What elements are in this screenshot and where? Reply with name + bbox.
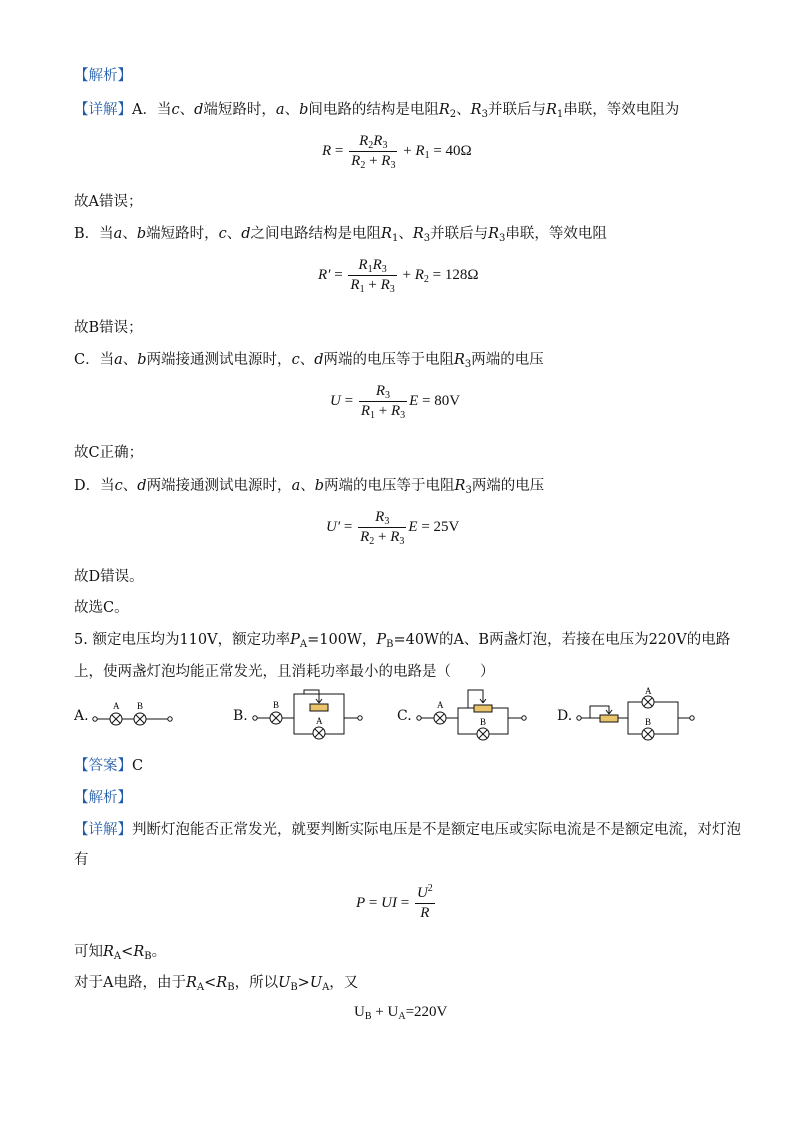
q5-detail-line-2: 有 [74,852,89,868]
lamp-b-label: B [480,717,487,727]
option-d-analysis: D．当c、d两端接通测试电源时，a、b两端的电压等于电阻$R_3$两端的电压 [74,478,545,496]
option-d-label: D. [557,708,573,724]
option-b-label: B. [233,708,248,724]
option-c-analysis: C．当a、b两端接通测试电源时，c、d两端的电压等于电阻$R_3$两端的电压 [74,352,544,370]
lamp-b-label: B [645,717,652,727]
circuit-b-diagram [252,686,367,742]
option-a-label: A. [74,708,89,724]
answer-line: 【答案】C [74,758,144,774]
lamp-a-label: A [645,686,652,696]
circuit-a-analysis: 对于A电路，由于$R_A<R_B$，所以$U_B>U_A$，又 [74,975,359,993]
circuit-a-diagram [92,700,182,740]
lamp-a-label: A [113,701,120,711]
option-b-conclusion: 故B错误； [74,320,143,336]
final-choice: 故选C。 [74,600,129,616]
option-a-analysis: 【详解】A．当c、d端短路时，a、b间电路的结构是电阻$R_2$、$R_3$并联后与$R_1$串联，等效电阻为 [74,102,680,120]
equation-3: U = $\frac{R_3}{R_1 + R_3}$ E = 80V [330,383,461,421]
lamp-a-label: A [316,716,323,726]
analysis-heading: 【解析】 [74,68,132,84]
equation-6: $U_B + U_A=220V$ [354,1004,448,1022]
circuit-d-diagram [576,686,701,742]
equation-4: U′ = $\frac{R_3}{R_2 + R_3}$ E = 25V [326,509,460,547]
option-a-conclusion: 故A错误； [74,194,143,210]
conclusion-ra-rb: 可知$R_A<R_B$。 [74,944,167,962]
question-5-line-1: 5. 额定电压均为110V，额定功率$P_A=100W$，$P_B=40W$的A、B两盏灯泡，若接在电压为220V的电路 [74,632,731,650]
equation-2: R′ = $\frac{R_1R_3}{R_1 + R_3}$ + $R_2 = 128\Omega$ [318,257,479,295]
lamp-b-label: B [137,701,144,711]
lamp-a-label: A [437,700,444,710]
option-d-conclusion: 故D错误。 [74,569,144,585]
question-5-line-2: 上，使两盏灯泡均能正常发光，且消耗功率最小的电路是（ ） [74,664,495,680]
analysis-heading-2: 【解析】 [74,790,132,806]
option-b-analysis: B．当a、b端短路时，c、d之间电路结构是电阻$R_1$、$R_3$并联后与$R_3$串联，等效电阻 [74,226,607,244]
lamp-b-label: B [273,700,280,710]
option-c-label: C. [397,708,412,724]
option-c-conclusion: 故C正确； [74,445,144,461]
q5-detail-line-1: 【详解】判断灯泡能否正常发光，就要判断实际电压是不是额定电压或实际电流是不是额定电流，对灯泡 [74,822,741,838]
equation-5: P = UI = $\frac{U^2}{R}$ [356,883,433,921]
circuit-c-diagram [416,686,531,742]
equation-1: R = $\frac{R_2R_3}{R_2 + R_3}$ + $R_1 = 40\Omega$ [322,133,472,171]
